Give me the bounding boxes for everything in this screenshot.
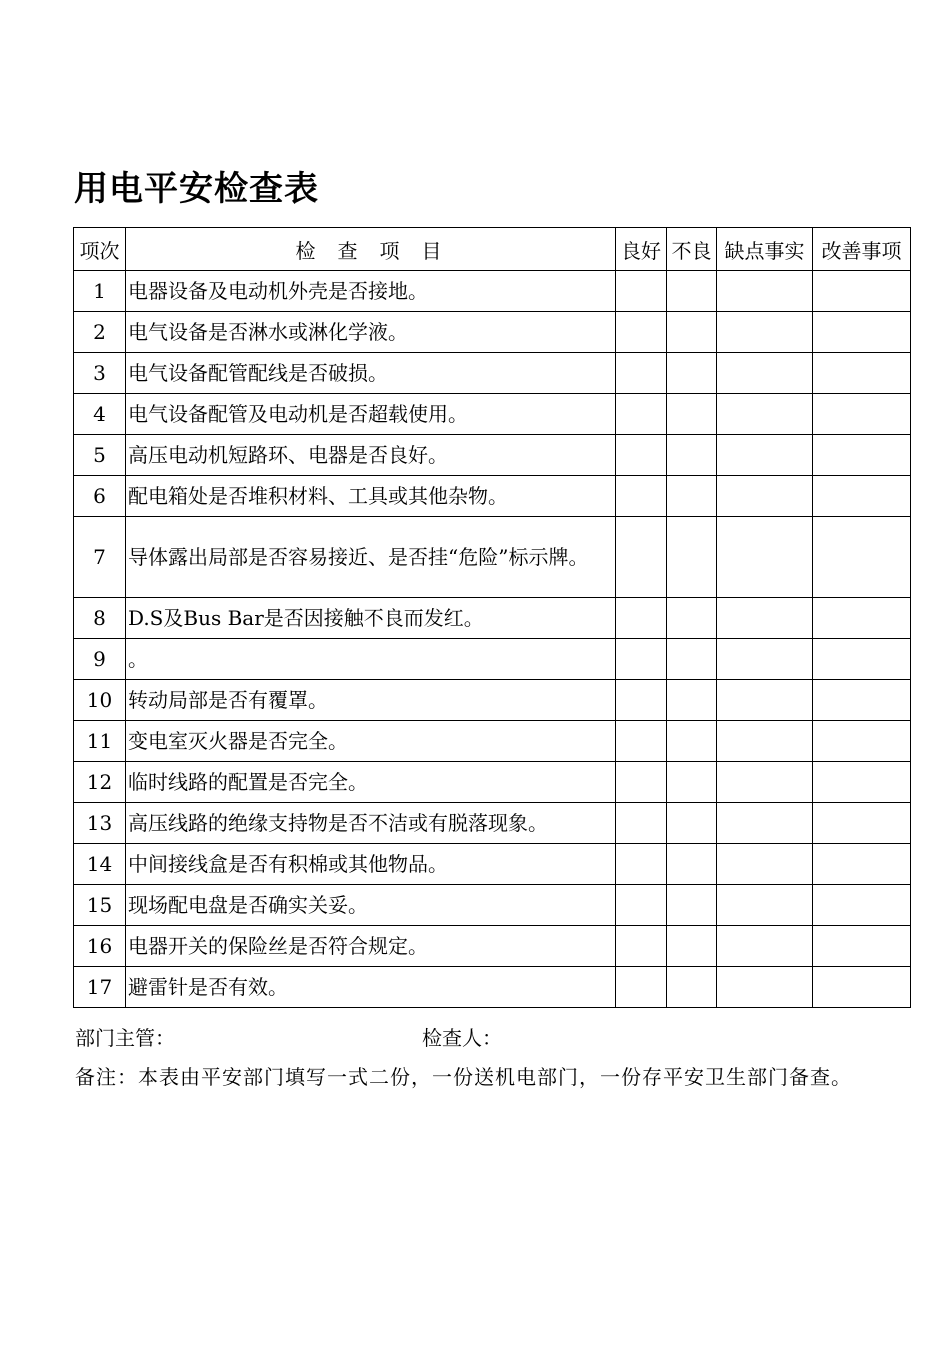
header-good: 良好 (616, 228, 667, 271)
improvements-cell[interactable] (813, 312, 911, 353)
good-cell[interactable] (616, 435, 667, 476)
improvements-cell[interactable] (813, 598, 911, 639)
row-number: 17 (74, 967, 126, 1008)
row-check-item: 变电室灭火器是否完全。 (126, 721, 616, 762)
row-number: 7 (74, 517, 126, 598)
good-cell[interactable] (616, 680, 667, 721)
supervisor-label: 部门主管： (75, 1026, 175, 1050)
table-row (74, 926, 911, 967)
table-row (74, 680, 911, 721)
row-check-item: 配电箱处是否堆积材料、工具或其他杂物。 (126, 476, 616, 517)
defect-facts-cell[interactable] (717, 598, 813, 639)
table-header-row (74, 228, 911, 271)
improvements-cell[interactable] (813, 803, 911, 844)
table-row (74, 598, 911, 639)
good-cell[interactable] (616, 271, 667, 312)
header-number: 项次 (74, 228, 126, 271)
row-check-item: 避雷针是否有效。 (126, 967, 616, 1008)
row-number: 2 (74, 312, 126, 353)
good-cell[interactable] (616, 885, 667, 926)
table-row (74, 967, 911, 1008)
bad-cell[interactable] (667, 967, 717, 1008)
improvements-cell[interactable] (813, 394, 911, 435)
defect-facts-cell[interactable] (717, 721, 813, 762)
bad-cell[interactable] (667, 762, 717, 803)
bad-cell[interactable] (667, 353, 717, 394)
defect-facts-cell[interactable] (717, 885, 813, 926)
improvements-cell[interactable] (813, 844, 911, 885)
improvements-cell[interactable] (813, 435, 911, 476)
row-number: 4 (74, 394, 126, 435)
row-check-item: 现场配电盘是否确实关妥。 (126, 885, 616, 926)
good-cell[interactable] (616, 967, 667, 1008)
table-row (74, 517, 911, 598)
bad-cell[interactable] (667, 844, 717, 885)
good-cell[interactable] (616, 476, 667, 517)
defect-facts-cell[interactable] (717, 271, 813, 312)
row-number: 14 (74, 844, 126, 885)
defect-facts-cell[interactable] (717, 639, 813, 680)
improvements-cell[interactable] (813, 885, 911, 926)
row-number: 10 (74, 680, 126, 721)
row-number: 12 (74, 762, 126, 803)
improvements-cell[interactable] (813, 271, 911, 312)
row-check-item: 中间接线盒是否有积棉或其他物品。 (126, 844, 616, 885)
page-title: 用电平安检查表 (74, 169, 319, 209)
table-row (74, 721, 911, 762)
table-row (74, 476, 911, 517)
row-number: 1 (74, 271, 126, 312)
remarks-note: 备注：本表由平安部门填写一式二份，一份送机电部门，一份存平安卫生部门备查。 (75, 1065, 852, 1089)
improvements-cell[interactable] (813, 353, 911, 394)
table-row (74, 885, 911, 926)
good-cell[interactable] (616, 598, 667, 639)
good-cell[interactable] (616, 312, 667, 353)
bad-cell[interactable] (667, 803, 717, 844)
row-check-item: 电气设备配管及电动机是否超载使用。 (126, 394, 616, 435)
good-cell[interactable] (616, 762, 667, 803)
table-row (74, 762, 911, 803)
defect-facts-cell[interactable] (717, 312, 813, 353)
improvements-cell[interactable] (813, 639, 911, 680)
header-improvements: 改善事项 (813, 228, 911, 271)
improvements-cell[interactable] (813, 967, 911, 1008)
row-number: 3 (74, 353, 126, 394)
row-number: 6 (74, 476, 126, 517)
defect-facts-cell[interactable] (717, 353, 813, 394)
improvements-cell[interactable] (813, 721, 911, 762)
improvements-cell[interactable] (813, 517, 911, 598)
row-number: 13 (74, 803, 126, 844)
row-number: 11 (74, 721, 126, 762)
row-check-item: 高压电动机短路环、电器是否良好。 (126, 435, 616, 476)
table-row (74, 435, 911, 476)
good-cell[interactable] (616, 721, 667, 762)
good-cell[interactable] (616, 353, 667, 394)
row-number: 5 (74, 435, 126, 476)
bad-cell[interactable] (667, 394, 717, 435)
bad-cell[interactable] (667, 271, 717, 312)
table-row (74, 394, 911, 435)
good-cell[interactable] (616, 926, 667, 967)
table-body (74, 271, 911, 1008)
improvements-cell[interactable] (813, 680, 911, 721)
row-check-item: D.S及Bus Bar是否因接触不良而发红。 (126, 598, 616, 639)
table-row (74, 312, 911, 353)
header-bad: 不良 (667, 228, 717, 271)
signature-line (75, 1018, 502, 1058)
bad-cell[interactable] (667, 926, 717, 967)
bad-cell[interactable] (667, 885, 717, 926)
inspector-label: 检查人： (422, 1026, 502, 1050)
row-check-item: 临时线路的配置是否完全。 (126, 762, 616, 803)
header-item: 检查项目 (126, 228, 616, 271)
defect-facts-cell[interactable] (717, 844, 813, 885)
defect-facts-cell[interactable] (717, 926, 813, 967)
row-check-item: 转动局部是否有覆罩。 (126, 680, 616, 721)
row-number: 9 (74, 639, 126, 680)
good-cell[interactable] (616, 639, 667, 680)
header-defect-facts: 缺点事实 (717, 228, 813, 271)
bad-cell[interactable] (667, 435, 717, 476)
row-check-item: 导体露出局部是否容易接近、是否挂“危险”标示牌。 (126, 517, 616, 598)
row-check-item: 。 (126, 639, 616, 680)
table-row (74, 271, 911, 312)
bad-cell[interactable] (667, 639, 717, 680)
defect-facts-cell[interactable] (717, 803, 813, 844)
improvements-cell[interactable] (813, 926, 911, 967)
table-row (74, 803, 911, 844)
row-check-item: 电器开关的保险丝是否符合规定。 (126, 926, 616, 967)
bad-cell[interactable] (667, 517, 717, 598)
table-row (74, 639, 911, 680)
row-number: 8 (74, 598, 126, 639)
defect-facts-cell[interactable] (717, 967, 813, 1008)
good-cell[interactable] (616, 803, 667, 844)
defect-facts-cell[interactable] (717, 394, 813, 435)
inspection-table (73, 227, 911, 1008)
defect-facts-cell[interactable] (717, 680, 813, 721)
good-cell[interactable] (616, 517, 667, 598)
defect-facts-cell[interactable] (717, 435, 813, 476)
row-number: 15 (74, 885, 126, 926)
bad-cell[interactable] (667, 476, 717, 517)
defect-facts-cell[interactable] (717, 476, 813, 517)
row-check-item: 电气设备是否淋水或淋化学液。 (126, 312, 616, 353)
bad-cell[interactable] (667, 312, 717, 353)
row-check-item: 高压线路的绝缘支持物是否不洁或有脱落现象。 (126, 803, 616, 844)
improvements-cell[interactable] (813, 762, 911, 803)
good-cell[interactable] (616, 844, 667, 885)
row-check-item: 电气设备配管配线是否破损。 (126, 353, 616, 394)
table-row (74, 353, 911, 394)
defect-facts-cell[interactable] (717, 517, 813, 598)
row-number: 16 (74, 926, 126, 967)
improvements-cell[interactable] (813, 476, 911, 517)
row-check-item: 电器设备及电动机外壳是否接地。 (126, 271, 616, 312)
bad-cell[interactable] (667, 598, 717, 639)
defect-facts-cell[interactable] (717, 762, 813, 803)
bad-cell[interactable] (667, 721, 717, 762)
table-row (74, 844, 911, 885)
bad-cell[interactable] (667, 680, 717, 721)
good-cell[interactable] (616, 394, 667, 435)
